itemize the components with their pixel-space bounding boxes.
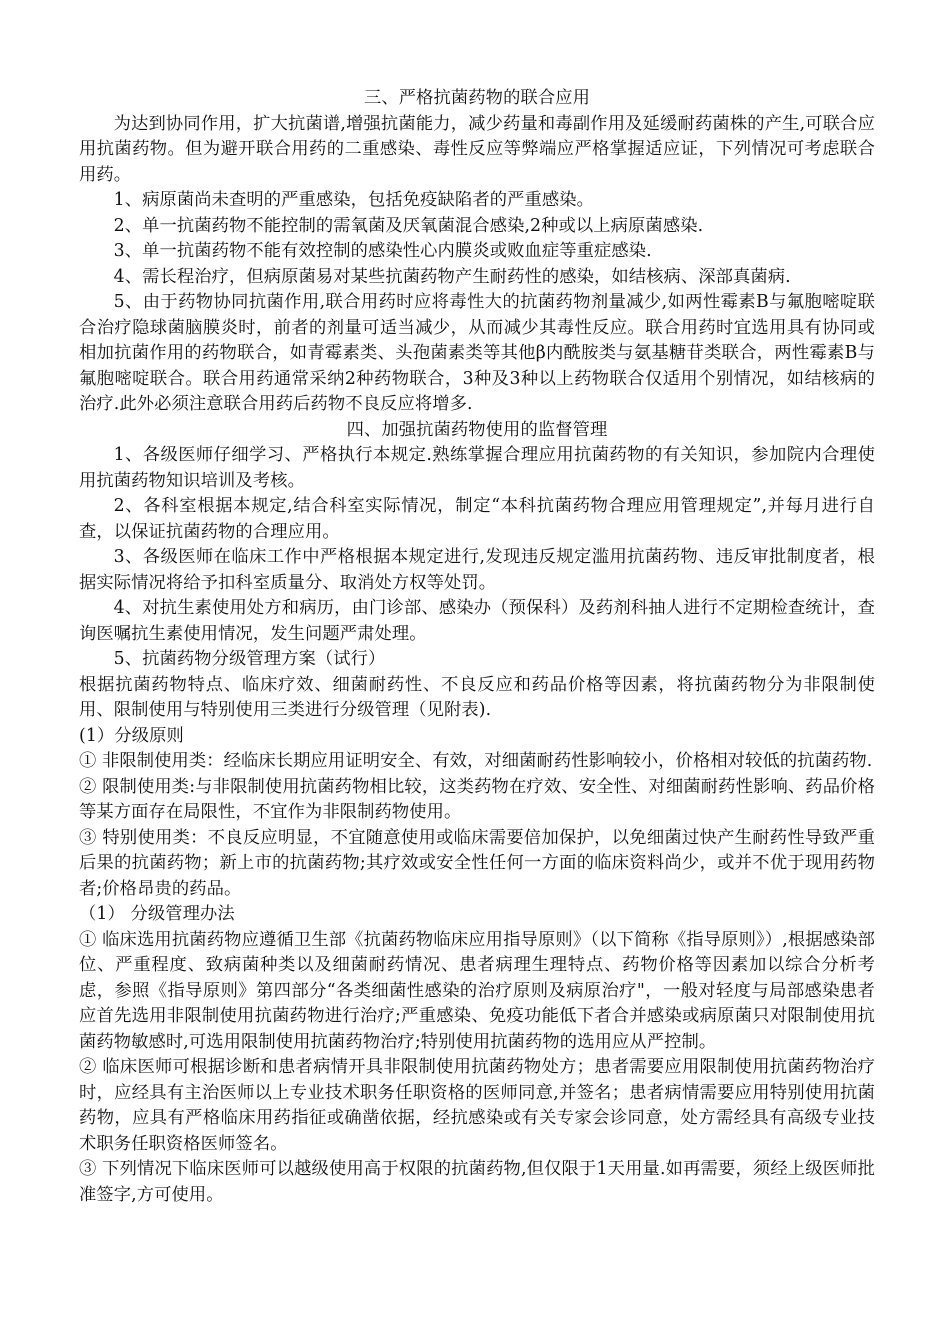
section-3-heading: 三、严格抗菌药物的联合应用 (364, 88, 590, 108)
section-3-item-2: 2、单一抗菌药物不能控制的需氧菌及厌氧菌混合感染,2种或以上病原菌感染. (113, 215, 704, 236)
principles-title: (1）分级原则 (79, 725, 184, 746)
section-4-item-1: 1、各级医师仔细学习、严格执行本规定.熟练掌握合理应用抗菌药物的有关知识，参加院内合理使用抗菌药物知识培训及考核。 (79, 445, 875, 491)
management-rule-2: ② 临床医师可根据诊断和患者病情开具非限制使用抗菌药物处方；患者需要应用限制使用抗菌药物治疗时，应经具有主治医师以上专业技术职务任职资格的医师同意,并签名；患者病情需要应用特别使用抗菌药物，应具有严格临床用药指征或确凿依据，经抗感染或有关专家会诊同意，处方需经具有高级专业技术职务任职资格医师签名。 (79, 1057, 875, 1154)
section-4-item-2: 2、各科室根据本规定,结合科室实际情况，制定“本科抗菌药物合理应用管理规定”,并每月进行自查，以保证抗菌药物的合理应用。 (79, 496, 875, 542)
principle-special: ③ 特别使用类：不良反应明显，不宜随意使用或临床需要倍加保护，以免细菌过快产生耐药性导致严重后果的抗菌药物；新上市的抗菌药物;其疗效或安全性任何一方面的临床资料尚少，或并不优于现用药物者;价格昂贵的药品。 (79, 827, 875, 899)
management-rule-1: ① 临床选用抗菌药物应遵循卫生部《抗菌药物临床应用指导原则》（以下简称《指导原则》）,根据感染部位、严重程度、致病菌种类以及细菌耐药情况、患者病理生理特点、药物价格等因素加以综合分析考虑，参照《指导原则》第四部分“各类细菌性感染的治疗原则及病原治疗"，一般对轻度与局部感染患者应首先选用非限制使用抗菌药物进行治疗;严重感染、免疫功能低下者合并感染或病原菌只对限制使用抗菌药物敏感时,可选用限制使用抗菌药物治疗;特别使用抗菌药物的选用应从严控制。 (79, 929, 875, 1052)
section-4-item-5: 5、抗菌药物分级管理方案（试行） (113, 649, 386, 669)
section-3-item-4: 4、需长程治疗，但病原菌易对某些抗菌药物产生耐药性的感染，如结核病、深部真菌病. (113, 266, 791, 287)
section-4-item-4: 4、对抗生素使用处方和病历，由门诊部、感染办（预保科）及药剂科抽人进行不定期检查统计，查询医嘱抗生素使用情况，发生问题严肃处理。 (79, 598, 875, 644)
principle-non-restricted: ① 非限制使用类：经临床长期应用证明安全、有效，对细菌耐药性影响较小，价格相对较低的抗菌药物. (79, 751, 873, 771)
section-3-intro: 为达到协同作用，扩大抗菌谱,增强抗菌能力，减少药量和毒副作用及延缓耐药菌株的产生,可联合应用抗菌药物。但为避开联合用药的二重感染、毒性反应等弊端应严格掌握适应证，下列情况可考虑联合用药。 (79, 113, 875, 185)
section-3-item-1: 1、病原菌尚未查明的严重感染，包括免疫缺陷者的严重感染。 (113, 190, 594, 210)
section-4-item-3: 3、各级医师在临床工作中严格根据本规定进行,发现违反规定滥用抗菌药物、违反审批制度者，根据实际情况将给予扣科室质量分、取消处方权等处罚。 (79, 547, 875, 593)
section-3-item-3: 3、单一抗菌药物不能有效控制的感染性心内膜炎或败血症等重症感染. (113, 241, 652, 261)
section-4-heading: 四、加强抗菌药物使用的监督管理 (346, 419, 608, 440)
principle-restricted: ② 限制使用类:与非限制使用抗菌药物相比较，这类药物在疗效、安全性、对细菌耐药性影响、药品价格等某方面存在局限性，不宜作为非限制药物使用。 (79, 776, 875, 822)
scheme-intro: 根据抗菌药物特点、临床疗效、细菌耐药性、不良反应和药品价格等因素，将抗菌药物分为非限制使用、限制使用与特别使用三类进行分级管理（见附表). (79, 674, 875, 720)
management-rule-3: ③ 下列情况下临床医师可以越级使用高于权限的抗菌药物,但仅限于1天用量.如再需要，须经上级医师批准签字,方可使用。 (79, 1159, 875, 1205)
document-page (79, 86, 875, 1208)
management-title: （1） 分级管理办法 (79, 904, 235, 924)
section-3-item-5: 5、由于药物协同抗菌作用,联合用药时应将毒性大的抗菌药物剂量减少,如两性霉素B与氟胞嘧啶联合治疗隐球菌脑膜炎时，前者的剂量可适当减少，从而减少其毒性反应。联合用药时宜选用具有协同或相加抗菌作用的药物联合，如青霉素类、头孢菌素类等其他β内酰胺类与氨基糖苷类联合，两性霉素B与氟胞嘧啶联合。联合用药通常采纳2种药物联合，3种及3种以上药物联合仅适用个别情况，如结核病的治疗.此外必须注意联合用药后药物不良反应将增多. (79, 292, 875, 414)
